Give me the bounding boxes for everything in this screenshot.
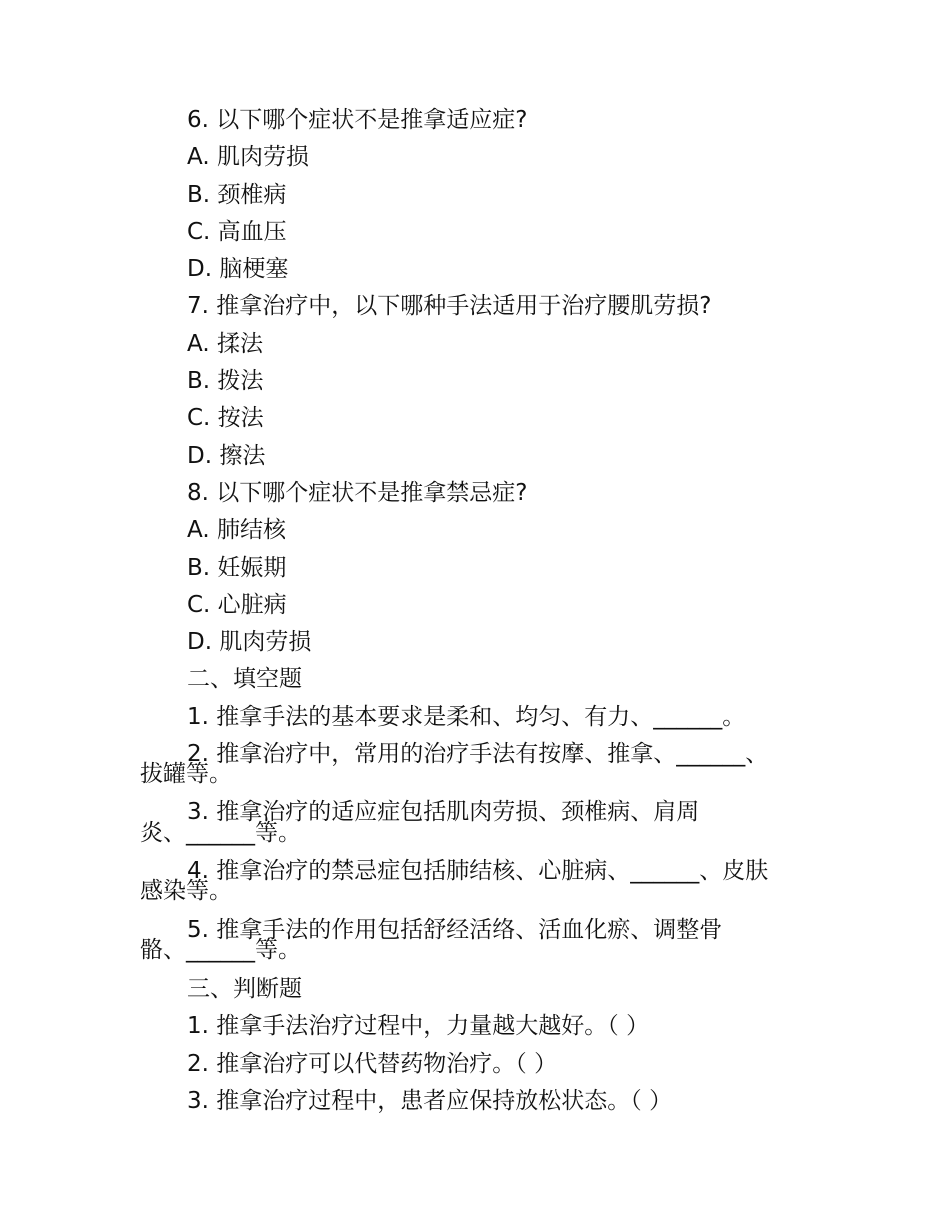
q7-option-c: C. 按法 — [187, 405, 264, 431]
question-7: 7. 推拿治疗中，以下哪种手法适用于治疗腰肌劳损? — [187, 293, 712, 319]
q6-option-c: C. 高血压 — [187, 219, 287, 245]
q8-option-a: A. 肺结核 — [187, 517, 286, 543]
q7-option-b: B. 拨法 — [187, 368, 264, 394]
q7-option-d: D. 擦法 — [187, 443, 266, 469]
q6-option-b: B. 颈椎病 — [187, 182, 287, 208]
question-8: 8. 以下哪个症状不是推拿禁忌症? — [187, 480, 528, 506]
fill-item-2: 2. 推拿治疗中，常用的治疗手法有按摩、推拿、______、 — [187, 741, 769, 767]
judge-item-3: 3. 推拿治疗过程中，患者应保持放松状态。（ ） — [187, 1088, 673, 1114]
q8-option-c: C. 心脏病 — [187, 592, 287, 618]
q6-option-d: D. 脑梗塞 — [187, 256, 289, 282]
fill-item-5: 5. 推拿手法的作用包括舒经活络、活血化瘀、调整骨 — [187, 917, 723, 943]
fill-blank-heading: 二、填空题 — [187, 666, 302, 692]
fill-item-4: 4. 推拿治疗的禁忌症包括肺结核、心脏病、______、皮肤 — [187, 858, 769, 884]
q7-option-a: A. 揉法 — [187, 331, 263, 357]
fill-item-1: 1. 推拿手法的基本要求是柔和、均匀、有力、______。 — [187, 704, 746, 730]
fill-item-4-cont: 感染等。 — [140, 878, 232, 904]
q8-option-d: D. 肌肉劳损 — [187, 629, 312, 655]
question-6: 6. 以下哪个症状不是推拿适应症? — [187, 107, 528, 133]
judge-item-1: 1. 推拿手法治疗过程中，力量越大越好。（ ） — [187, 1013, 650, 1039]
fill-item-2-cont: 拔罐等。 — [140, 761, 232, 787]
true-false-heading: 三、判断题 — [187, 976, 302, 1002]
fill-item-3-cont: 炎、______等。 — [140, 820, 301, 846]
q8-option-b: B. 妊娠期 — [187, 555, 287, 581]
fill-item-3: 3. 推拿治疗的适应症包括肌肉劳损、颈椎病、肩周 — [187, 799, 700, 825]
fill-item-5-cont: 骼、______等。 — [140, 937, 301, 963]
q6-option-a: A. 肌肉劳损 — [187, 144, 309, 170]
judge-item-2: 2. 推拿治疗可以代替药物治疗。（ ） — [187, 1051, 558, 1077]
